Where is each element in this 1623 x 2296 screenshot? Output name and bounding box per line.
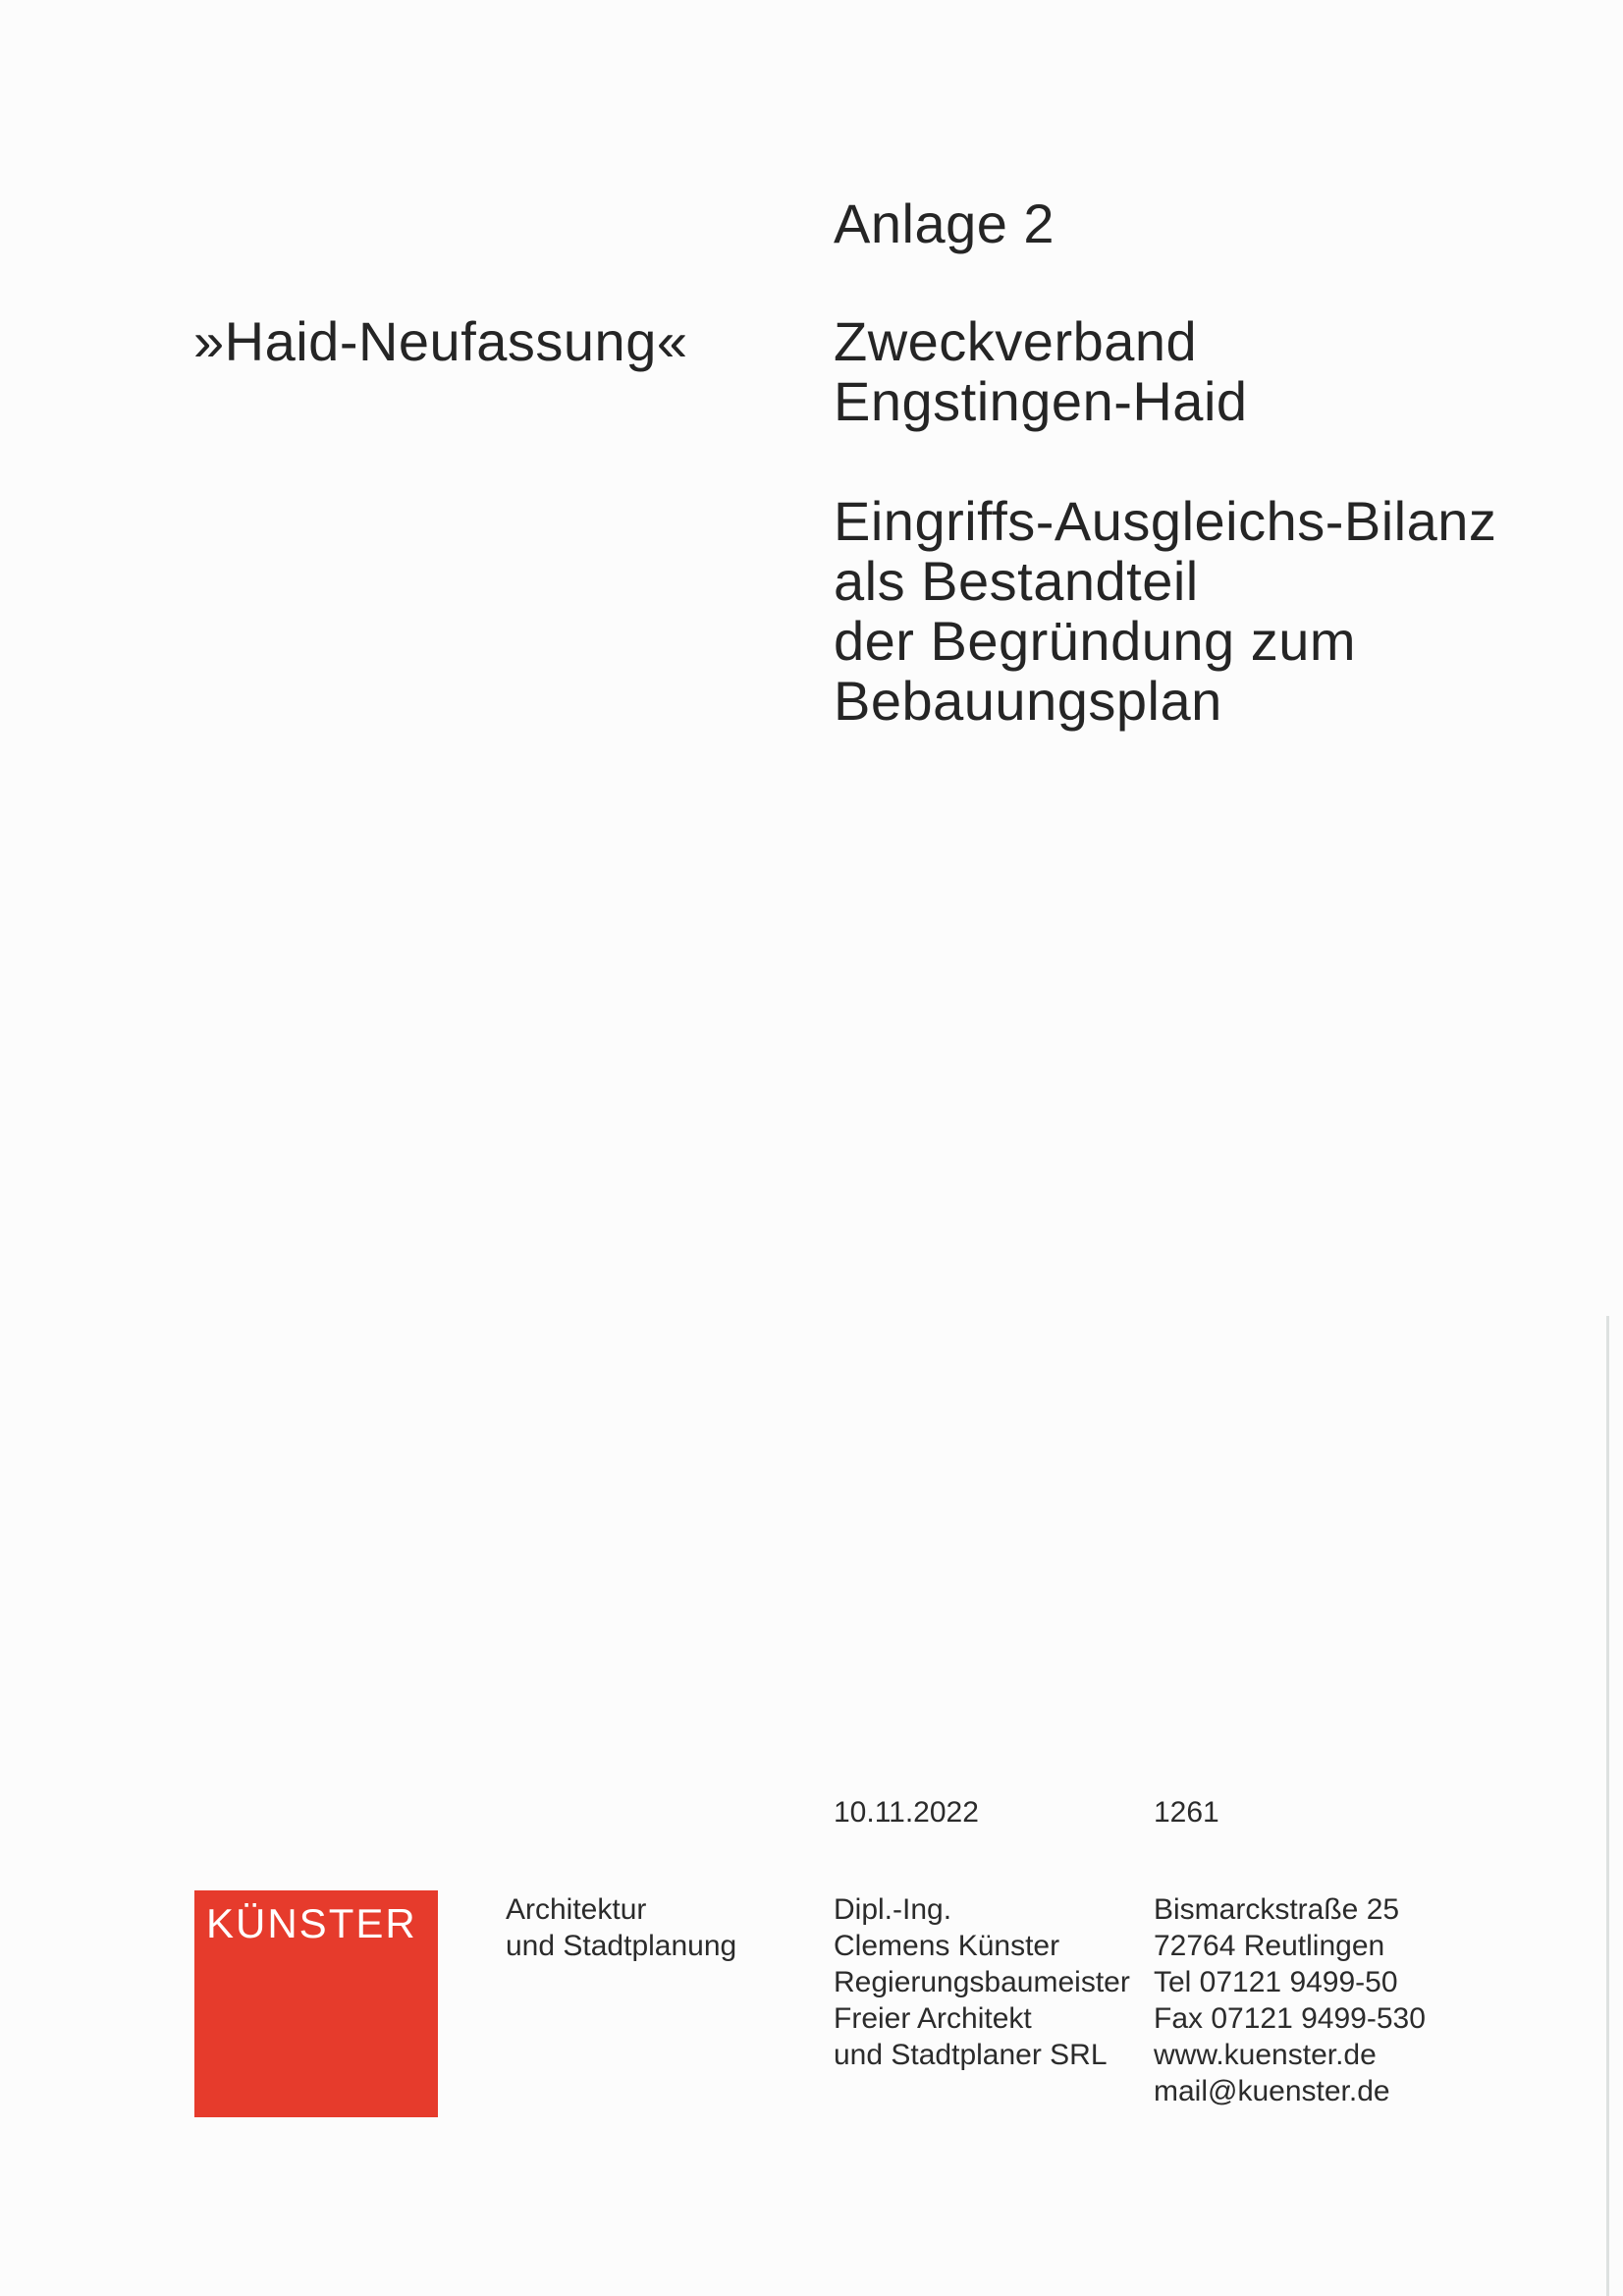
kuenster-logo-label: KÜNSTER — [206, 1900, 417, 1946]
document-subject-block — [834, 491, 1496, 731]
contact-line: 72764 Reutlingen — [1154, 1930, 1385, 1962]
client-name-line: Zweckverband — [834, 310, 1198, 372]
subject-line: als Bestandteil — [834, 550, 1199, 612]
credential-line: und Stadtplaner SRL — [834, 2039, 1108, 2071]
document-date: 10.11.2022 — [834, 1796, 979, 1829]
subject-line: der Begründung zum — [834, 610, 1357, 672]
contact-line: www.kuenster.de — [1154, 2039, 1377, 2071]
client-name-block — [834, 311, 1248, 431]
contact-line: Fax 07121 9499-530 — [1154, 2002, 1426, 2035]
credential-line: Clemens Künster — [834, 1930, 1060, 1962]
credential-line: Regierungsbaumeister — [834, 1966, 1130, 1998]
firm-description-line: und Stadtplanung — [506, 1930, 737, 1962]
client-name-line: Engstingen-Haid — [834, 370, 1248, 432]
contact-line: mail@kuenster.de — [1154, 2075, 1390, 2107]
contact-address-block — [1154, 1891, 1426, 2109]
subject-line: Eingriffs-Ausgleichs-Bilanz — [834, 490, 1497, 552]
contact-line: Bismarckstraße 25 — [1154, 1893, 1400, 1926]
kuenster-logo — [194, 1890, 438, 2117]
credential-line: Freier Architekt — [834, 2002, 1032, 2035]
firm-description-line: Architektur — [506, 1893, 647, 1926]
firm-description-block — [506, 1891, 736, 1964]
project-title: »Haid-Neufassung« — [193, 310, 688, 372]
subject-line: Bebauungsplan — [834, 670, 1222, 732]
scan-artifact-line — [1606, 1316, 1609, 2296]
contact-line: Tel 07121 9499-50 — [1154, 1966, 1398, 1998]
project-number: 1261 — [1154, 1796, 1219, 1829]
attachment-label: Anlage 2 — [834, 192, 1055, 254]
credential-line: Dipl.-Ing. — [834, 1893, 952, 1926]
architect-credentials-block — [834, 1891, 1130, 2073]
